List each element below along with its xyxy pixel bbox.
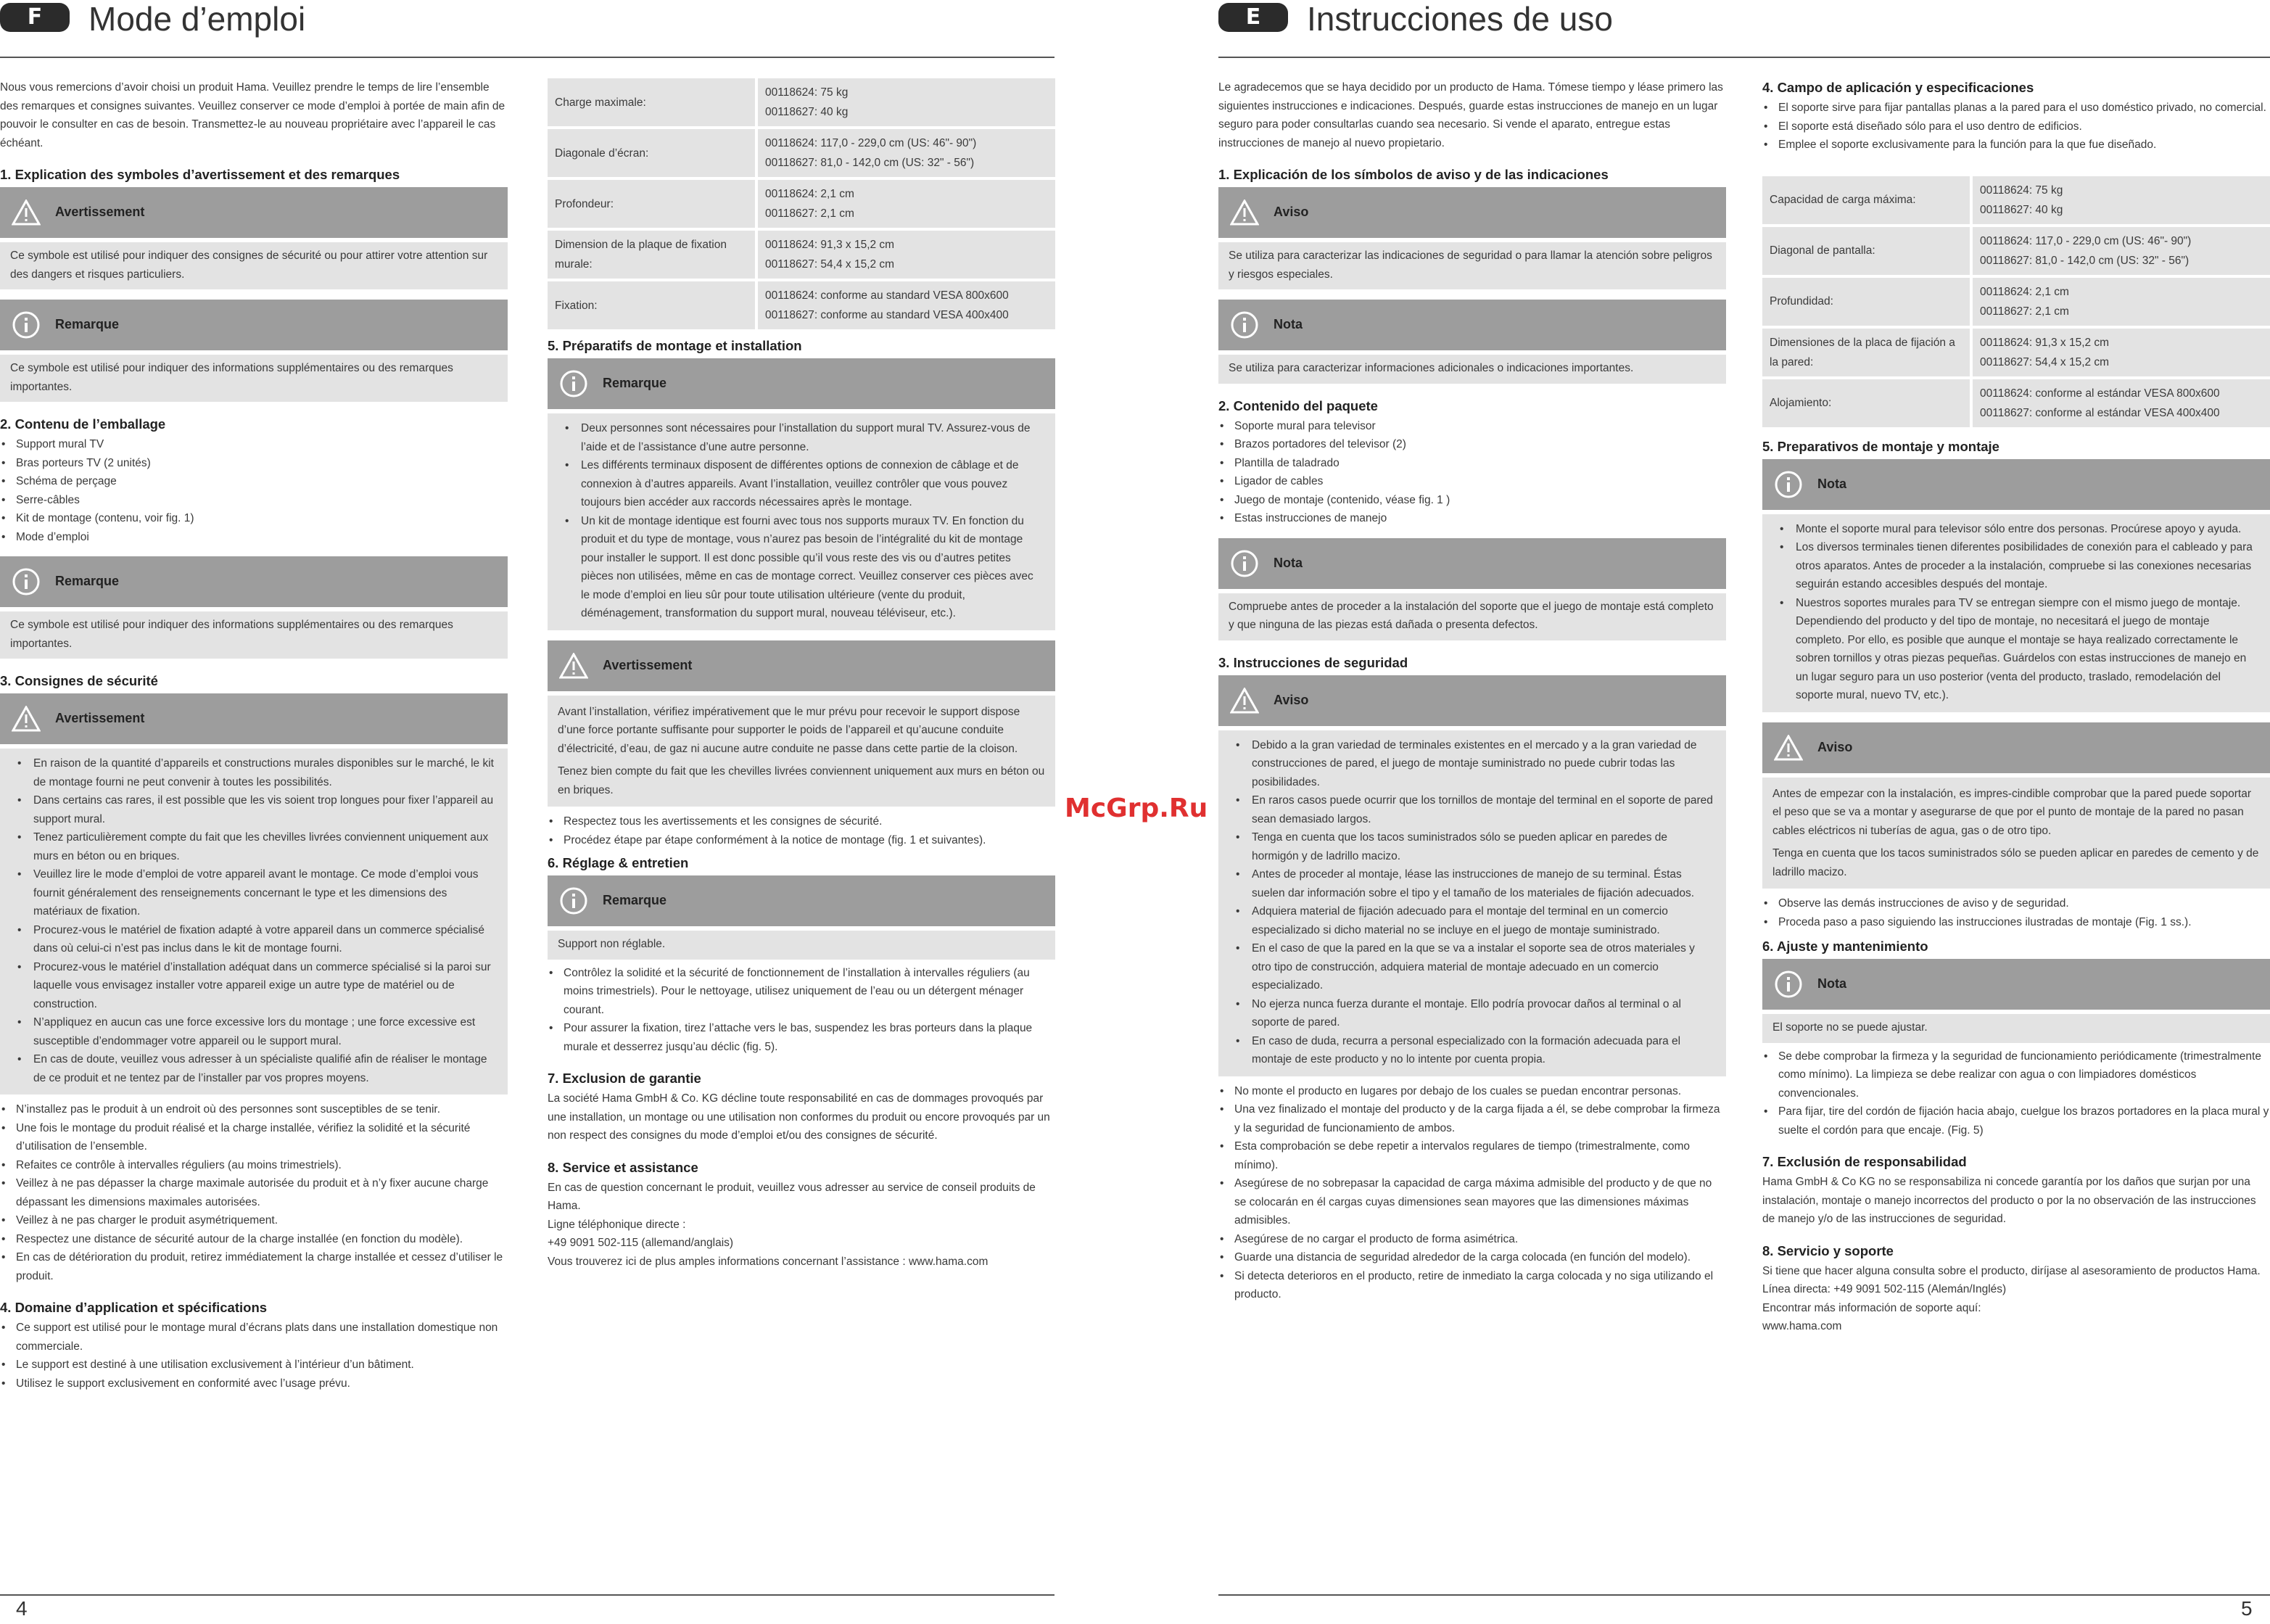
warning-label: Aviso [1274,205,1309,220]
fr-column-2 [548,78,1055,1271]
table-row [1762,227,2270,275]
paragraph: Ligne téléphonique directe : [548,1218,686,1231]
list-item: • Juego de montaje (contenido, véase fig. 1 ) [1218,491,1726,510]
spec-value: 00118624: 2,1 cm 00118627: 2,1 cm [1973,278,2270,326]
domain-list [0,1319,508,1393]
list-item: • Asegúrese de no cargar el producto de forma asimétrica. [1218,1230,1726,1249]
list-item: • Veillez à ne pas charger le produit asymétriquement. [0,1211,508,1230]
warning-triangle-icon [10,197,42,228]
section-heading: 8. Service et assistance [548,1159,698,1175]
prep-list [1762,894,2270,931]
table-row [1762,176,2270,224]
warning-triangle-icon [1772,732,1804,764]
list-item: • Tenez particulièrement compte du fait que les chevilles livrées conviennent uniquement aux murs en béton ou en briques. [10,828,498,865]
warning-box-body [1218,242,1726,289]
section-heading: 2. Contenido del paquete [1218,397,1378,413]
note-box-body [1762,514,2270,712]
note-box-header [0,300,508,350]
note-text: El soporte no se puede ajustar. [1772,1021,1928,1034]
list-item: • En raison de la quantité d’appareils et constructions murales disponibles sur le marché, le kit de montage fourni ne peut convenir à toutes les possibilités. [10,754,498,791]
table-row [548,129,1055,177]
note-box-header [1762,459,2270,510]
warning-box-body [0,749,508,1095]
warning-triangle-icon [1229,197,1260,228]
intro-text: Le agradecemos que se haya decidido por un producto de Hama. Tómese tiempo y léase primero las siguientes instrucciones e indicaciones. Después, guarde estas instrucciones de manejo en un lugar seguro para poder consultarlas cuando sea necesario. Si vende el aparato, entregue estas instrucciones de manejo al nuevo propietario. [1218,81,1723,149]
section-heading: 8. Servicio y soporte [1762,1242,1894,1258]
section-heading: 5. Preparativos de montaje y montaje [1762,438,1999,454]
list-item: • Asegúrese de no sobrepasar la capacidad de carga máxima admisible del producto y de que no se colocarán en él cargas cuyas dimensiones sean mayores que las dimensiones máximas admisibles. [1218,1174,1726,1230]
safety-warning-list [1229,736,1716,1069]
safety-warning-list [10,754,498,1087]
warning-box-body [1762,778,2270,889]
warning-text: Tenez bien compte du fait que les chevilles livrées conviennent uniquement aux murs en béton ou en briques. [558,765,1045,796]
note-box-header [0,556,508,607]
warning-box-header [1218,675,1726,726]
list-item: • Veuillez lire le mode d’emploi de votre appareil avant le montage. Ce mode d’emploi vous fournit généralement des renseignements concernant le type et les dimensions des matériaux de fixation. [10,865,498,921]
spec-value: 00118624: 91,3 x 15,2 cm 00118627: 54,4 x 15,2 cm [758,231,1055,279]
list-item: • Estas instrucciones de manejo [1218,509,1726,528]
list-item: • Emplee el soporte exclusivamente para la función para la que fue diseñado. [1762,136,2270,154]
warning-box-header [1762,722,2270,773]
note-box-body [548,413,1055,630]
header-rule-right [1218,57,2270,58]
note-label: Nota [1817,476,1846,491]
list-item: • En cas de détérioration du produit, retirez immédiatement la charge installée et cessez d’utiliser le produit. [0,1248,508,1285]
spec-table [548,75,1055,332]
list-item: • Proceda paso a paso siguiendo las instrucciones ilustradas de montaje (Fig. 1 ss.). [1762,913,2270,932]
info-circle-icon [1229,309,1260,341]
note-box-header [548,875,1055,926]
list-item: • Soporte mural para televisor [1218,417,1726,436]
table-row [548,180,1055,228]
spec-value: 00118624: conforme au standard VESA 800x600 00118627: conforme au standard VESA 400x400 [758,281,1055,329]
warning-text: Avant l’installation, vérifiez impérativement que le mur prévu pour recevoir le support dispose d’une force portante suffisante pour supporter le poids de l’appareil et qu’aucune conduite d’électricité, d’eau, de gaz ni aucune autre conduite ne passe dans cette partie de la cloison. [558,705,1020,755]
section-heading: 6. Réglage & entretien [548,855,689,870]
spec-table [1762,173,2270,430]
prep-note-list [1772,520,2260,705]
spec-value: 00118624: conforme al estándar VESA 800x600 00118627: conforme al estándar VESA 400x400 [1973,379,2270,427]
list-item: • Procurez-vous le matériel de fixation adapté à votre appareil dans un commerce spécialisé dans où celui-ci n’est pas inclus dans le kit de montage fourni. [10,921,498,958]
note-label: Remarque [603,893,667,908]
spec-value: 00118624: 75 kg 00118627: 40 kg [1973,176,2270,224]
list-item: • Serre-câbles [0,491,508,510]
info-circle-icon [1229,548,1260,580]
section-heading: 7. Exclusión de responsabilidad [1762,1154,1967,1169]
list-item: • Contrôlez la solidité et la sécurité de fonctionnement de l’installation à intervalles réguliers (au moins trimestriels). Pour le nettoyage, utilisez uniquement de l’eau ou un détergent ménager courant. [548,964,1055,1020]
paragraph: www.hama.com [1762,1320,1842,1332]
spec-key: Profondeur: [548,180,758,228]
list-item: • Pour assurer la fixation, tirez l’attache vers le bas, suspendez les bras porteurs dans la plaque murale et desserrez jusqu’au déclic (fig. 5). [548,1019,1055,1056]
list-item: • Respectez tous les avertissements et les consignes de sécurité. [548,812,1055,831]
watermark-text: McGrp.Ru [1065,794,1208,823]
list-item: • N’appliquez en aucun cas une force excessive lors du montage ; une force excessive est susceptible d’endommager votre appareil ou le support mural. [10,1013,498,1050]
intro-text: Nous vous remercions d’avoir choisi un produit Hama. Veuillez prendre le temps de lire l’ensemble des remarques et consignes suivantes. Veuillez conserver ce mode d’emploi à portée de main afin de pouvoir le consulter en cas de besoin. Transmettez-le au nouveau propriétaire avec l’appareil le cas échéant. [0,81,505,149]
es-column-1 [1218,78,1726,1304]
list-item: • Respectez une distance de sécurité autour de la charge installée (en fonction du modèle). [0,1230,508,1249]
spec-key: Profundidad: [1762,278,1973,326]
spec-value: 00118624: 117,0 - 229,0 cm (US: 46"- 90") 00118627: 81,0 - 142,0 cm (US: 32" - 56") [1973,227,2270,275]
info-circle-icon [558,885,590,917]
info-circle-icon [10,309,42,341]
list-item: • Dans certains cas rares, il est possible que les vis soient trop longues pour fixer l’appareil au support mural. [10,791,498,828]
paragraph: +49 9091 502-115 (allemand/anglais) [548,1237,734,1249]
section-heading: 4. Campo de aplicación y especificaciones [1762,80,2034,95]
spec-key: Fixation: [548,281,758,329]
spec-key: Charge maximale: [548,78,758,126]
list-item: • No monte el producto en lugares por debajo de los cuales se puedan encontrar personas. [1218,1082,1726,1101]
list-item: • Brazos portadores del televisor (2) [1218,435,1726,454]
list-item: • En cas de doute, veuillez vous adresser à un spécialiste qualifié afin de réaliser le montage de ce produit et ne tentez par de l’installer par vos propres moyens. [10,1050,498,1087]
es-column-2 [1762,78,2270,1336]
note-box-header [548,358,1055,409]
section-heading: 4. Domaine d’application et spécifications [0,1300,268,1315]
header-rule-left [0,57,1054,58]
warning-label: Aviso [1274,692,1309,707]
section-heading: 7. Exclusion de garantie [548,1071,701,1086]
warning-box-header [548,640,1055,691]
warning-label: Avertissement [55,711,145,726]
contents-list [0,435,508,546]
list-item: • Une fois le montage du produit réalisé et la charge installée, vérifiez la solidité et la sécurité d’utilisation de l’ensemble. [0,1119,508,1156]
spec-key: Diagonale d’écran: [548,129,758,177]
warning-triangle-icon [558,650,590,682]
safety-list [1218,1082,1726,1304]
note-box-body [0,611,508,659]
list-item: • Schéma de perçage [0,472,508,491]
warning-label: Aviso [1817,739,1853,754]
warning-box-header [0,187,508,238]
warning-box-body [548,696,1055,807]
prep-note-list [558,419,1045,623]
note-box-header [1762,959,2270,1010]
paragraph: Si tiene que hacer alguna consulta sobre el producto, diríjase al asesoramiento de productos Hama. [1762,1264,2261,1277]
info-circle-icon [558,368,590,400]
warning-label: Avertissement [55,205,145,220]
note-text: Ce symbole est utilisé pour indiquer des informations supplémentaires ou des remarques importantes. [10,619,453,650]
page-number-right: 5 [2241,1597,2253,1620]
spec-key: Dimensiones de la placa de fijación a la pared: [1762,329,1973,376]
page-number-left: 4 [16,1597,28,1620]
warning-text: Ce symbole est utilisé pour indiquer des consignes de sécurité ou pour attirer votre attention sur des dangers et risques particuliers. [10,250,488,281]
list-item: • Adquiera material de fijación adecuado para el montaje del terminal en un comercio especializado si dicho material no se incluye en el juego de montaje suministrado. [1229,902,1716,939]
adjust-list [548,964,1055,1057]
warning-triangle-icon [10,703,42,735]
footer-rule-right [1218,1594,2270,1596]
table-row [1762,379,2270,427]
list-item: • Nuestros soportes murales para TV se entregan siempre con el mismo juego de montaje. Dependiendo del producto y del tipo de montaje, no necesitará el juego de montaje completo. Por ello, es posible que aunque el montaje se haya realizado correctamente le sobren tornillos y otras piezas pequeñas. Guárdelos con estas instrucciones de manejo en un lugar seguro para un uso posterior (venta del producto, traslado, remodelación del soporte mural, nuevo TV, etc.). [1772,594,2260,705]
language-badge-fr: F [0,3,70,32]
list-item: • Mode d’emploi [0,528,508,547]
spec-key: Diagonal de pantalla: [1762,227,1973,275]
list-item: • No ejerza nunca fuerza durante el montaje. Ello podría provocar daños al terminal o al soporte de pared. [1229,995,1716,1032]
list-item: • Tenga en cuenta que los tacos suministrados sólo se pueden aplicar en paredes de hormigón y de ladrillo macizo. [1229,828,1716,865]
table-row [548,78,1055,126]
spec-key: Dimension de la plaque de fixation murale: [548,231,758,279]
footer-rule-left [0,1594,1054,1596]
note-label: Remarque [55,317,120,332]
section-heading: 3. Consignes de sécurité [0,673,158,688]
info-circle-icon [1772,469,1804,500]
list-item: • Procurez-vous le matériel d’installation adéquat dans un commerce spécialisé si la paroi sur laquelle vous envisagez installer votre appareil exige un autre type de matériel ou de construction. [10,958,498,1014]
info-circle-icon [10,566,42,598]
section-heading: 3. Instrucciones de seguridad [1218,654,1408,670]
list-item: • Refaites ce contrôle à intervalles réguliers (au moins trimestriels). [0,1156,508,1175]
note-box-body [548,931,1055,960]
list-item: • N’installez pas le produit à un endroit où des personnes sont susceptibles de se tenir. [0,1100,508,1119]
list-item: • Les différents terminaux disposent de différentes options de connexion de câblage et de connexion à d’autres appareils. Avant l’installation, veuillez contrôler que vous pouvez toujours bien accéder aux raccords nécessaires après le montage. [558,456,1045,512]
table-row [1762,329,2270,376]
info-circle-icon [1772,968,1804,1000]
warning-box-header [0,693,508,744]
spec-key: Capacidad de carga máxima: [1762,176,1973,224]
list-item: • Debido a la gran variedad de terminales existentes en el mercado y a la gran variedad de construcciones de pared, el juego de montaje suministrado no puede cubrir todas las posibilidades. [1229,736,1716,792]
warning-text: Se utiliza para caracterizar las indicaciones de seguridad o para llamar la atención sobre peligros y riesgos especiales. [1229,250,1712,281]
list-item: • Ce support est utilisé pour le montage mural d’écrans plats dans une installation domestique non commerciale. [0,1319,508,1356]
list-item: • Para fijar, tire del cordón de fijación hacia abajo, cuelgue los brazos portadores en la placa mural y suelte el cordón para que encaje. (Fig. 5) [1762,1102,2270,1139]
spec-value: 00118624: 117,0 - 229,0 cm (US: 46"- 90") 00118627: 81,0 - 142,0 cm (US: 32" - 56") [758,129,1055,177]
spec-key: Alojamiento: [1762,379,1973,427]
list-item: • En el caso de que la pared en la que se va a instalar el soporte sea de otros materiales y otro tipo de construcción, adquiera material de montaje adecuado en un comercio especializado. [1229,939,1716,995]
warning-text: Tenga en cuenta que los tacos suministrados sólo se pueden aplicar en paredes de cemento y de ladrillo macizo. [1772,847,2259,878]
list-item: • Procédez étape par étape conformément à la notice de montage (fig. 1 et suivantes). [548,831,1055,850]
list-item: • Plantilla de taladrado [1218,454,1726,473]
paragraph: En cas de question concernant le produit, veuillez vous adresser au service de conseil produits de Hama. [548,1181,1036,1212]
domain-list [1762,99,2270,154]
list-item: • Esta comprobación se debe repetir a intervalos regulares de tiempo (trimestralmente, como mínimo). [1218,1137,1726,1174]
adjust-list [1762,1047,2270,1140]
paragraph: Encontrar más información de soporte aquí: [1762,1301,1981,1314]
list-item: • El soporte sirve para fijar pantallas planas a la pared para el uso doméstico privado, no comercial. [1762,99,2270,118]
spec-value: 00118624: 91,3 x 15,2 cm 00118627: 54,4 x 15,2 cm [1973,329,2270,376]
list-item: • Kit de montage (contenu, voir fig. 1) [0,509,508,528]
safety-list [0,1100,508,1285]
list-item: • Se debe comprobar la firmeza y la seguridad de funcionamiento periódicamente (trimestralmente como mínimo). La limpieza se debe realizar con agua o con limpiadores domésticos convencionales. [1762,1047,2270,1103]
note-box-body [1218,593,1726,640]
note-label: Remarque [55,574,120,589]
list-item: • Deux personnes sont nécessaires pour l’installation du support mural TV. Assurez-vous de l’aide et de l’assistance d’une autre personne. [558,419,1045,456]
list-item: • En raros casos puede ocurrir que los tornillos de montaje del terminal en el soporte de pared sean demasiado largos. [1229,791,1716,828]
warning-triangle-icon [1229,685,1260,717]
warning-text: Antes de empezar con la instalación, es impres-cindible comprobar que la pared puede soportar el peso que se va a montar y asegurarse de que por el punto de montaje de la pared no pasan cables eléctricos ni tuberías de agua, gas o de otro tipo. [1772,787,2251,837]
note-label: Remarque [603,376,667,391]
warning-box-body [1218,730,1726,1076]
table-row [548,231,1055,279]
spec-value: 00118624: 2,1 cm 00118627: 2,1 cm [758,180,1055,228]
note-box-body [0,355,508,402]
list-item: • Bras porteurs TV (2 unités) [0,454,508,473]
section-heading: 5. Préparatifs de montage et installation [548,338,802,353]
list-item: • Monte el soporte mural para televisor sólo entre dos personas. Procúrese apoyo y ayuda. [1772,520,2260,539]
list-item: • Le support est destiné à une utilisation exclusivement à l’intérieur d’un bâtiment. [0,1356,508,1374]
language-badge-es: E [1218,3,1288,32]
section-heading: 2. Contenu de l’emballage [0,416,166,432]
warning-box-body [0,242,508,289]
table-row [1762,278,2270,326]
list-item: • Antes de proceder al montaje, léase las instrucciones de manejo de su terminal. Éstas suelen dar información sobre el tipo y el tamaño de los materiales de fijación adecuados. [1229,865,1716,902]
section-heading: 6. Ajuste y mantenimiento [1762,939,1928,954]
note-label: Nota [1274,317,1303,332]
warning-box-header [1218,187,1726,238]
fr-column-1 [0,78,508,1393]
note-box-header [1218,300,1726,350]
warning-label: Avertissement [603,657,693,672]
section-heading: 1. Explication des symboles d’avertissement et des remarques [0,167,400,182]
list-item: • Una vez finalizado el montaje del producto y de la carga fijada a él, se debe comprobar la firmeza y la seguridad de funcionamiento de ambos. [1218,1100,1726,1137]
list-item: • Observe las demás instrucciones de aviso y de seguridad. [1762,894,2270,913]
list-item: • Guarde una distancia de seguridad alrededor de la carga colocada (en función del modelo). [1218,1248,1726,1267]
paragraph: Vous trouverez ici de plus amples informations concernant l’assistance : www.hama.com [548,1255,989,1268]
section-heading: 1. Explicación de los símbolos de aviso y de las indicaciones [1218,167,1609,182]
list-item: • En caso de duda, recurra a personal especializado con la formación adecuada para el montaje de este producto y no lo intente por cuenta propia. [1229,1032,1716,1069]
list-item: • Support mural TV [0,435,508,454]
spec-value: 00118624: 75 kg 00118627: 40 kg [758,78,1055,126]
paragraph: La société Hama GmbH & Co. KG décline toute responsabilité en cas de dommages provoqués par une installation, un montage ou une utilisation non conformes du produit ou encore provoqués par un non respect des consignes du mode d’emploi et/ou des consignes de sécurité. [548,1092,1050,1142]
note-text: Se utiliza para caracterizar informaciones adicionales o indicaciones importantes. [1229,362,1634,374]
list-item: • Si detecta deterioros en el producto, retire de inmediato la carga colocada y no siga utilizando el producto. [1218,1267,1726,1304]
list-item: • Utilisez le support exclusivement en conformité avec l’usage prévu. [0,1374,508,1393]
note-box-body [1762,1014,2270,1043]
list-item: • Los diversos terminales tienen diferentes posibilidades de conexión para el cableado y para otros aparatos. Antes de proceder a la instalación, compruebe si las conexiones necesarias seguirán estando accesibles después del montaje. [1772,538,2260,594]
paragraph: Línea directa: +49 9091 502-115 (Alemán/Inglés) [1762,1283,2007,1295]
prep-list [548,812,1055,849]
note-text: Compruebe antes de proceder a la instalación del soporte que el juego de montaje está completo y que ninguna de las piezas está dañada o presenta defectos. [1229,600,1714,631]
table-row [548,281,1055,329]
note-label: Nota [1817,976,1846,992]
note-text: Support non réglable. [558,938,666,950]
page-title-fr: Mode d’emploi [88,0,306,38]
note-box-body [1218,355,1726,384]
note-label: Nota [1274,555,1303,570]
contents-list [1218,417,1726,528]
paragraph: Hama GmbH & Co KG no se responsabiliza ni concede garantía por los daños que surjan por una instalación, montaje o manejo incorrectos del producto o por la no observación de las instrucciones de manejo y/o de las instrucciones de seguridad. [1762,1176,2256,1225]
list-item: • El soporte está diseñado sólo para el uso dentro de edificios. [1762,118,2270,136]
note-box-header [1218,538,1726,589]
list-item: • Ligador de cables [1218,472,1726,491]
page-title-es: Instrucciones de uso [1307,0,1613,38]
list-item: • Veillez à ne pas dépasser la charge maximale autorisée du produit et à n’y fixer aucune charge dépassant les dimensions maximales autorisées. [0,1174,508,1211]
note-text: Ce symbole est utilisé pour indiquer des informations supplémentaires ou des remarques importantes. [10,362,453,393]
list-item: • Un kit de montage identique est fourni avec tous nos supports muraux TV. En fonction du produit et du type de montage, vous n’aurez pas besoin de l’intégralité du kit de montage pour installer le support. Il est donc possible qu’il vous reste des vis ou d’autres petites pièces non utilisées, même en cas de montage correct. Veuillez conserver ces pièces avec le mode d’emploi en lieu sûr pour toute utilisation ultérieure (vente du produit, déménagement, transformation du support mural, nouveau téléviseur, etc.). [558,512,1045,623]
